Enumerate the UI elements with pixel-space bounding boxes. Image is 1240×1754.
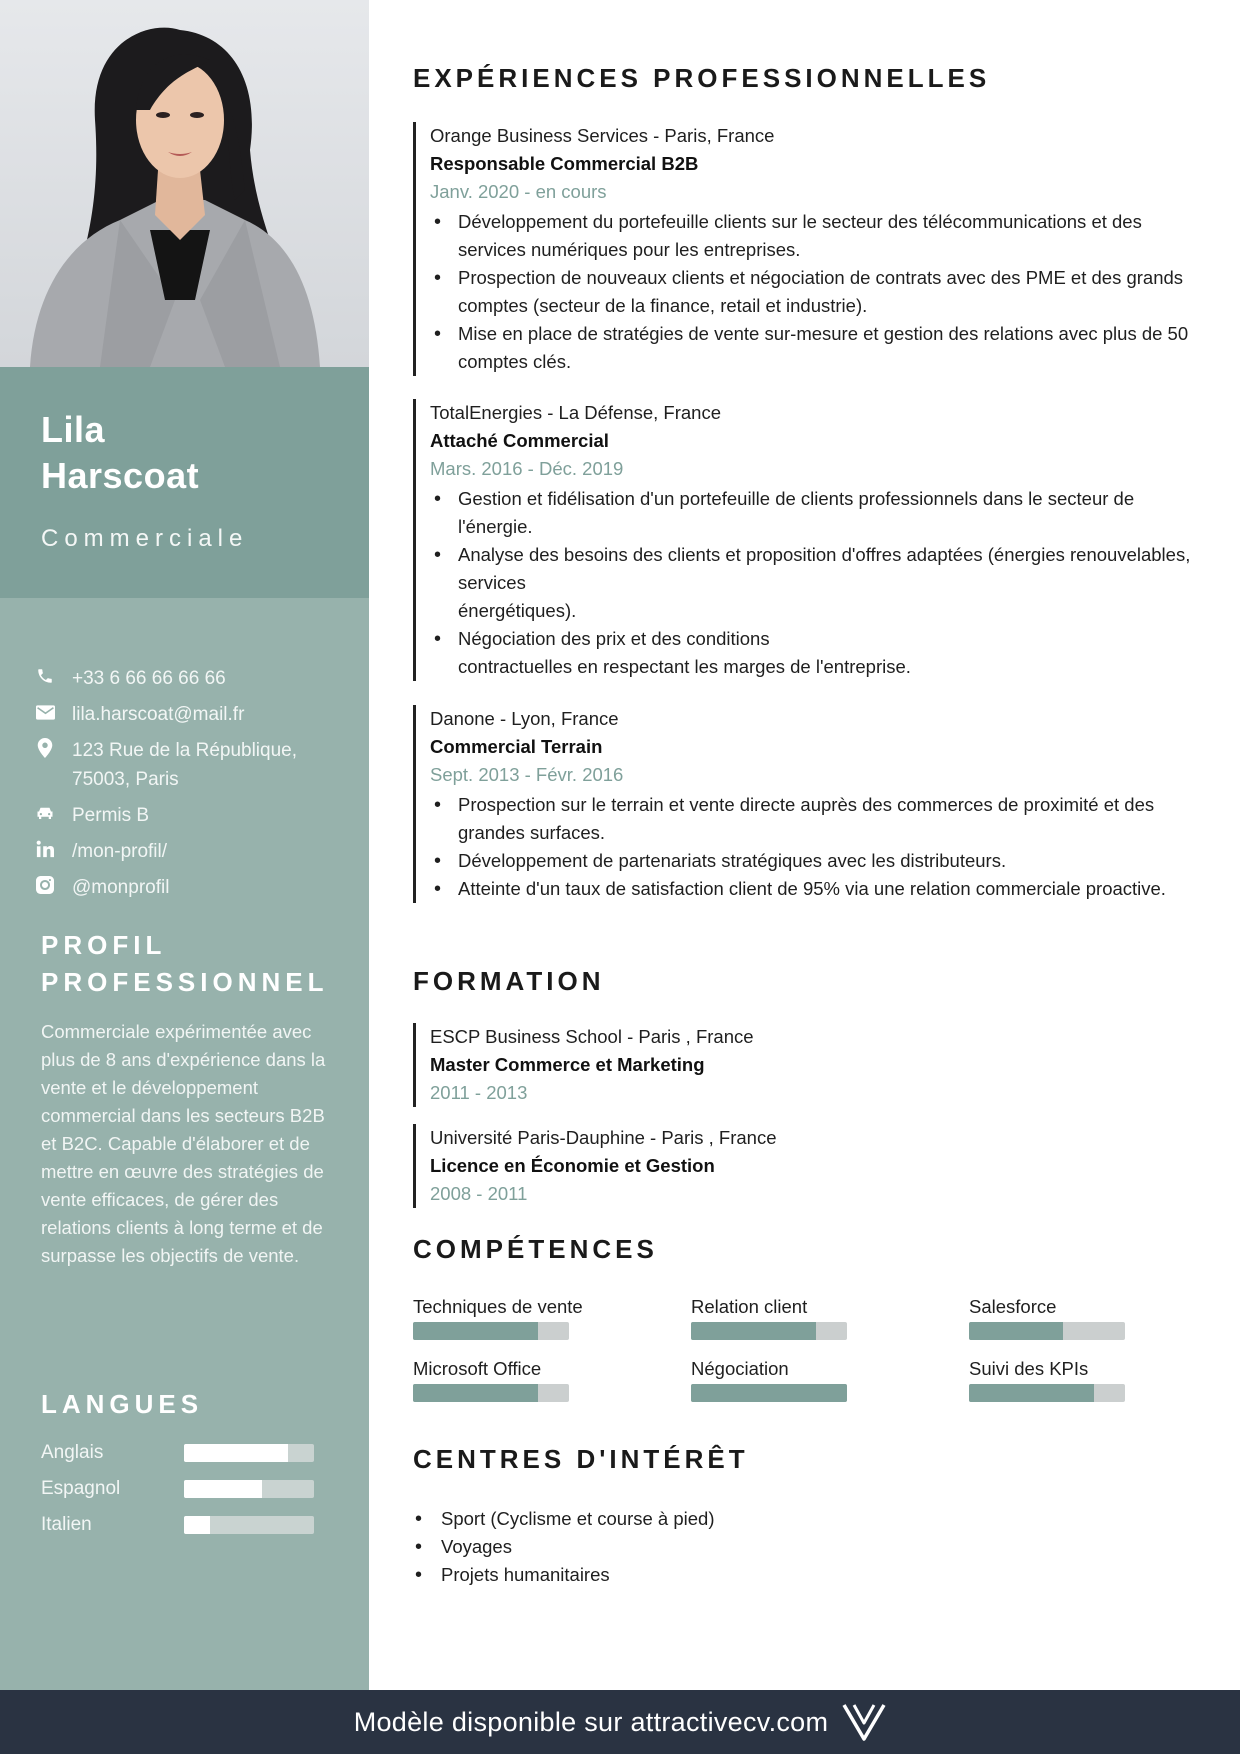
skill-level-fill (413, 1384, 538, 1402)
language-level-bar (184, 1516, 314, 1534)
name-block (0, 367, 369, 598)
contact-address (34, 736, 354, 794)
experience-dates: Sept. 2013 - Févr. 2016 (430, 764, 624, 785)
interest-item: • Voyages (413, 1533, 715, 1561)
skill-item (969, 1294, 1159, 1340)
profile-section-title (41, 927, 328, 1001)
experience-bullets (430, 485, 1213, 681)
experience-bullet: • Négociation des prix et des conditions contractuelles en respectant les marges de l'entreprise. (430, 625, 1213, 681)
contact-list (34, 664, 354, 909)
profile-summary: Commerciale expérimentée avec plus de 8 ans d'expérience dans la vente et le développement commercial dans les secteurs B2B et B2C. Capable d'élaborer et de mettre en œuvre des stratégies de vente efficaces, de gérer des relations clients à long terme et de surpasse les objectifs de vente. (41, 1021, 326, 1266)
experience-entry (413, 399, 1213, 681)
skill-name: Microsoft Office (413, 1358, 542, 1379)
language-row (41, 1442, 331, 1464)
skill-item (413, 1294, 603, 1340)
education-degree: Licence en Économie et Gestion (430, 1155, 715, 1176)
skill-level-bar (969, 1322, 1125, 1340)
skill-level-fill (969, 1322, 1063, 1340)
interest-item: • Sport (Cyclisme et course à pied) (413, 1505, 715, 1533)
instagram-icon (34, 874, 56, 896)
language-name: Espagnol (41, 1478, 121, 1499)
experience-bullet: • Développement de partenariats stratégiques avec les distributeurs. (430, 847, 1213, 875)
instagram-text: @monprofil (72, 877, 170, 898)
linkedin-text: /mon-profil/ (72, 841, 168, 862)
profile-title-line-2: PROFESSIONNEL (41, 967, 329, 997)
education-dates: 2011 - 2013 (430, 1082, 528, 1103)
skill-level-fill (969, 1384, 1094, 1402)
language-level-fill (184, 1480, 262, 1498)
contact-email[interactable] (34, 700, 354, 729)
experience-bullet: • Analyse des besoins des clients et proposition d'offres adaptées (énergies renouvelables, services énergétiques). (430, 541, 1213, 625)
experience-entry (413, 705, 1213, 903)
experience-bullets (430, 791, 1213, 903)
experience-role: Commercial Terrain (430, 736, 603, 757)
email-text: lila.harscoat@mail.fr (72, 704, 245, 725)
skill-name: Techniques de vente (413, 1296, 583, 1317)
first-name: Lila (41, 409, 106, 450)
experience-role: Responsable Commercial B2B (430, 153, 699, 174)
skill-item (691, 1356, 881, 1402)
language-name: Anglais (41, 1442, 104, 1463)
experience-dates: Janv. 2020 - en cours (430, 181, 607, 202)
address-line-1: 123 Rue de la République, (72, 740, 298, 761)
skill-level-bar (691, 1384, 847, 1402)
interest-item: • Projets humanitaires (413, 1561, 715, 1589)
experience-entry (413, 122, 1213, 376)
job-title: Commerciale (41, 525, 249, 552)
language-row (41, 1478, 331, 1500)
skill-level-bar (413, 1322, 569, 1340)
profile-title-line-1: PROFIL (41, 930, 167, 960)
skill-level-fill (413, 1322, 538, 1340)
skill-level-bar (969, 1384, 1125, 1402)
address-line-2: 75003, Paris (72, 769, 179, 790)
interests-section-title: CENTRES D'INTÉRÊT (413, 1444, 749, 1474)
skill-level-bar (691, 1322, 847, 1340)
skills-section-title: COMPÉTENCES (413, 1234, 658, 1264)
linkedin-icon (34, 838, 56, 860)
education-school: Université Paris-Dauphine - Paris , France (430, 1127, 777, 1148)
experience-bullet: • Développement du portefeuille clients sur le secteur des télécommunications et des services numériques pour les entreprises. (430, 208, 1213, 264)
experience-section-title: EXPÉRIENCES PROFESSIONNELLES (413, 63, 991, 93)
last-name: Harscoat (41, 455, 200, 496)
skill-item (969, 1356, 1159, 1402)
profile-photo (0, 0, 369, 367)
experience-company: Danone - Lyon, France (430, 708, 619, 729)
phone-text: +33 6 66 66 66 66 (72, 668, 226, 689)
contact-linkedin[interactable] (34, 837, 354, 866)
experience-bullet: • Prospection sur le terrain et vente directe auprès des commerces de proximité et des grandes surfaces. (430, 791, 1213, 847)
portrait-illustration (0, 0, 369, 367)
education-school: ESCP Business School - Paris , France (430, 1026, 754, 1047)
education-section-title: FORMATION (413, 966, 605, 996)
language-level-bar (184, 1480, 314, 1498)
language-level-fill (184, 1444, 288, 1462)
experience-bullets (430, 208, 1213, 376)
experience-bullet: • Mise en place de stratégies de vente sur-mesure et gestion des relations avec plus de 50 comptes clés. (430, 320, 1213, 376)
sidebar (0, 0, 369, 1690)
language-row (41, 1514, 331, 1536)
skill-name: Salesforce (969, 1296, 1057, 1317)
interests-list (413, 1505, 715, 1589)
experience-bullet: • Prospection de nouveaux clients et négociation de contrats avec des PME et des grands comptes (secteur de la finance, retail et industrie). (430, 264, 1213, 320)
skill-name: Suivi des KPIs (969, 1358, 1089, 1379)
experience-dates: Mars. 2016 - Déc. 2019 (430, 458, 624, 479)
footer-text: Modèle disponible sur attractivecv.com (353, 1706, 829, 1737)
license-text: Permis B (72, 805, 150, 826)
address-text (72, 736, 297, 794)
experience-company: TotalEnergies - La Défense, France (430, 402, 722, 423)
experience-role: Attaché Commercial (430, 430, 609, 451)
education-degree: Master Commerce et Marketing (430, 1054, 705, 1075)
experience-bullet: • Atteinte d'un taux de satisfaction client de 95% via une relation commerciale proactive. (430, 875, 1213, 903)
experience-company: Orange Business Services - Paris, France (430, 125, 775, 146)
mail-icon (34, 701, 56, 723)
car-icon (34, 802, 56, 824)
contact-instagram[interactable] (34, 873, 354, 902)
contact-phone[interactable] (34, 664, 354, 693)
languages-section-title: LANGUES (41, 1389, 204, 1419)
phone-icon (34, 665, 56, 687)
location-pin-icon (34, 737, 56, 759)
skill-item (691, 1294, 881, 1340)
language-level-fill (184, 1516, 210, 1534)
skill-level-bar (413, 1384, 569, 1402)
experience-bullet: • Gestion et fidélisation d'un portefeuille de clients professionnels dans le secteur de l'énergie. (430, 485, 1213, 541)
skill-level-fill (691, 1322, 816, 1340)
education-dates: 2008 - 2011 (430, 1183, 528, 1204)
education-entry (413, 1124, 1213, 1208)
contact-license (34, 801, 354, 830)
footer-banner[interactable] (0, 1690, 1240, 1754)
skill-level-fill (691, 1384, 847, 1402)
skill-name: Négociation (691, 1358, 789, 1379)
skill-item (413, 1356, 603, 1402)
language-name: Italien (41, 1514, 92, 1535)
language-level-bar (184, 1444, 314, 1462)
skill-name: Relation client (691, 1296, 808, 1317)
attractivecv-logo-icon (842, 1703, 886, 1741)
education-entry (413, 1023, 1213, 1107)
